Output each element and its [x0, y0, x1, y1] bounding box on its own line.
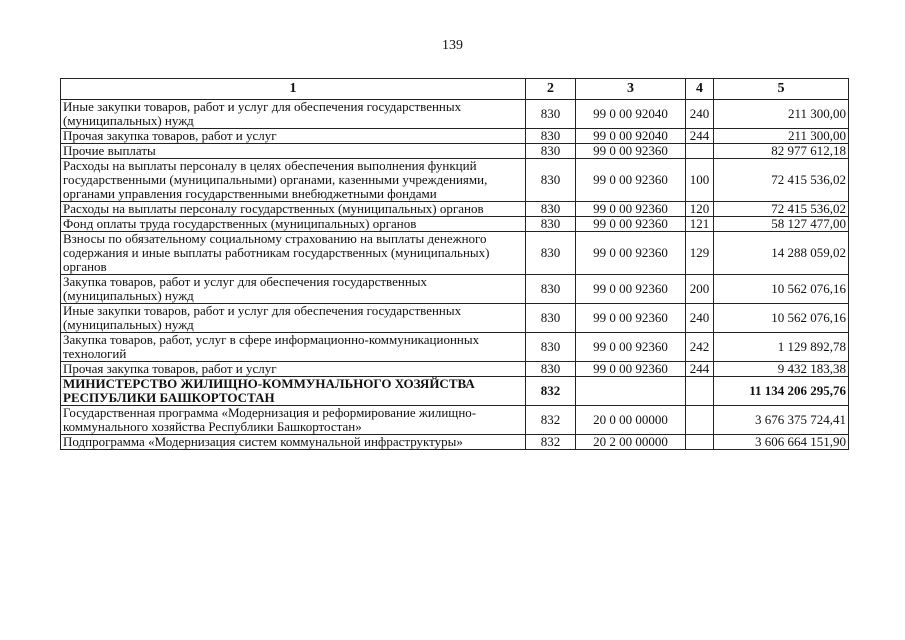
page-number: 139: [442, 38, 463, 53]
cell-target-code: 99 0 00 92360: [576, 144, 686, 159]
cell-name: Иные закупки товаров, работ и услуг для обеспечения государственных (муниципальных) нужд: [61, 100, 526, 129]
cell-amount: 1 129 892,78: [714, 333, 849, 362]
table-row: [61, 232, 849, 275]
cell-expense-type: 244: [686, 129, 714, 144]
cell-expense-type: [686, 435, 714, 450]
cell-amount: 72 415 536,02: [714, 159, 849, 202]
cell-expense-type: [686, 144, 714, 159]
cell-name: Государственная программа «Модернизация и реформирование жилищно-коммунального хозяйства Республики Башкортостан»: [61, 406, 526, 435]
cell-name: МИНИСТЕРСТВО ЖИЛИЩНО-КОММУНАЛЬНОГО ХОЗЯЙСТВА РЕСПУБЛИКИ БАШКОРТОСТАН: [61, 377, 526, 406]
cell-target-code: [576, 377, 686, 406]
cell-target-code: 99 0 00 92360: [576, 232, 686, 275]
cell-expense-type: 240: [686, 100, 714, 129]
cell-amount: 10 562 076,16: [714, 304, 849, 333]
table-row: [61, 217, 849, 232]
table-row: [61, 406, 849, 435]
table-row: [61, 129, 849, 144]
table-row: [61, 435, 849, 450]
cell-expense-type: [686, 406, 714, 435]
cell-expense-type: [686, 377, 714, 406]
cell-target-code: 99 0 00 92360: [576, 159, 686, 202]
cell-amount: 3 676 375 724,41: [714, 406, 849, 435]
table-row: [61, 333, 849, 362]
cell-name: Иные закупки товаров, работ и услуг для обеспечения государственных (муниципальных) нужд: [61, 304, 526, 333]
cell-department: 830: [526, 159, 576, 202]
cell-amount: 10 562 076,16: [714, 275, 849, 304]
cell-department: 830: [526, 232, 576, 275]
column-header-target-code: 3: [576, 79, 686, 100]
cell-target-code: 99 0 00 92360: [576, 304, 686, 333]
cell-expense-type: 121: [686, 217, 714, 232]
cell-target-code: 99 0 00 92040: [576, 100, 686, 129]
cell-target-code: 20 2 00 00000: [576, 435, 686, 450]
cell-name: Прочая закупка товаров, работ и услуг: [61, 129, 526, 144]
cell-amount: 211 300,00: [714, 100, 849, 129]
cell-department: 830: [526, 100, 576, 129]
budget-table: [60, 78, 849, 450]
cell-expense-type: 100: [686, 159, 714, 202]
cell-department: 830: [526, 333, 576, 362]
column-header-name: 1: [61, 79, 526, 100]
cell-expense-type: 200: [686, 275, 714, 304]
cell-department: 830: [526, 144, 576, 159]
cell-amount: 72 415 536,02: [714, 202, 849, 217]
cell-department: 830: [526, 129, 576, 144]
cell-department: 830: [526, 275, 576, 304]
table-row: [61, 144, 849, 159]
cell-target-code: 99 0 00 92360: [576, 362, 686, 377]
table-row: [61, 362, 849, 377]
cell-name: Закупка товаров, работ и услуг для обеспечения государственных (муниципальных) нужд: [61, 275, 526, 304]
table-row: [61, 100, 849, 129]
cell-target-code: 99 0 00 92360: [576, 333, 686, 362]
cell-target-code: 20 0 00 00000: [576, 406, 686, 435]
cell-department: 832: [526, 435, 576, 450]
cell-target-code: 99 0 00 92360: [576, 275, 686, 304]
cell-department: 832: [526, 406, 576, 435]
cell-name: Прочие выплаты: [61, 144, 526, 159]
cell-amount: 58 127 477,00: [714, 217, 849, 232]
cell-name: Подпрограмма «Модернизация систем коммунальной инфраструктуры»: [61, 435, 526, 450]
cell-target-code: 99 0 00 92360: [576, 217, 686, 232]
cell-target-code: 99 0 00 92040: [576, 129, 686, 144]
cell-department: 830: [526, 304, 576, 333]
cell-name: Расходы на выплаты персоналу в целях обеспечения выполнения функций государственными (муниципальными) органами, казенными учреждениями, органами управления государственными внебюджетными фондами: [61, 159, 526, 202]
cell-amount: 3 606 664 151,90: [714, 435, 849, 450]
cell-amount: 82 977 612,18: [714, 144, 849, 159]
cell-amount: 11 134 206 295,76: [714, 377, 849, 406]
cell-department: 830: [526, 202, 576, 217]
cell-name: Прочая закупка товаров, работ и услуг: [61, 362, 526, 377]
cell-expense-type: 129: [686, 232, 714, 275]
cell-department: 830: [526, 217, 576, 232]
table-row: [61, 202, 849, 217]
cell-amount: 14 288 059,02: [714, 232, 849, 275]
cell-name: Взносы по обязательному социальному страхованию на выплаты денежного содержания и иные выплаты работникам государственных (муниципальных) органов: [61, 232, 526, 275]
column-header-expense-type: 4: [686, 79, 714, 100]
cell-target-code: 99 0 00 92360: [576, 202, 686, 217]
cell-amount: 211 300,00: [714, 129, 849, 144]
column-header-amount: 5: [714, 79, 849, 100]
table-row: [61, 304, 849, 333]
cell-name: Фонд оплаты труда государственных (муниципальных) органов: [61, 217, 526, 232]
table-row: [61, 159, 849, 202]
cell-expense-type: 120: [686, 202, 714, 217]
column-header-department: 2: [526, 79, 576, 100]
cell-expense-type: 240: [686, 304, 714, 333]
cell-department: 830: [526, 362, 576, 377]
cell-expense-type: 244: [686, 362, 714, 377]
cell-department: 832: [526, 377, 576, 406]
cell-name: Расходы на выплаты персоналу государственных (муниципальных) органов: [61, 202, 526, 217]
cell-expense-type: 242: [686, 333, 714, 362]
table-row: [61, 275, 849, 304]
table-row-ministry: [61, 377, 849, 406]
cell-name: Закупка товаров, работ, услуг в сфере информационно-коммуникационных технологий: [61, 333, 526, 362]
table-header-row: [61, 79, 849, 100]
cell-amount: 9 432 183,38: [714, 362, 849, 377]
